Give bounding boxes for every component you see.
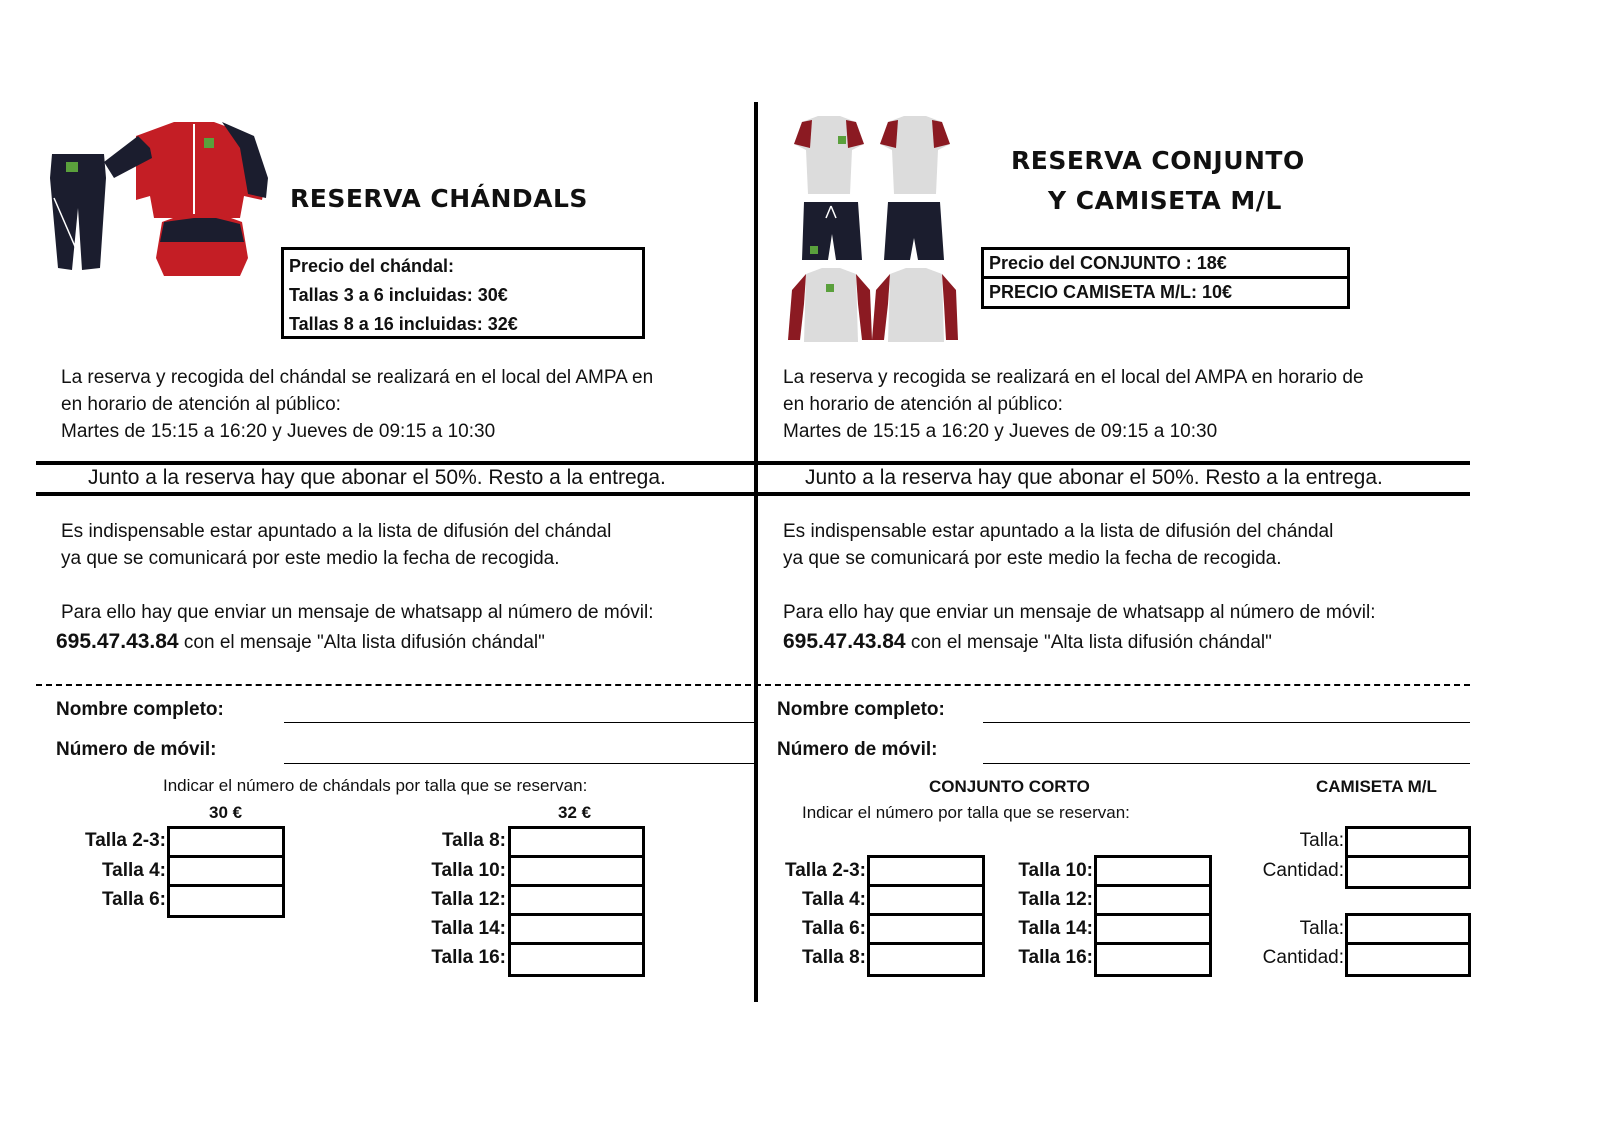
right-mobile-label: Número de móvil:	[777, 739, 938, 760]
quantity-box[interactable]	[508, 826, 645, 858]
right-mobile-field[interactable]	[983, 763, 1470, 764]
size-label: Talla 4:	[801, 889, 866, 910]
right-price-box-1	[981, 247, 1350, 279]
quantity-box[interactable]	[1094, 942, 1212, 977]
list-line: Es indispensable estar apuntado a la lista de difusión del chándal	[61, 521, 612, 542]
tracksuit-image	[44, 118, 274, 286]
message-text: con el mensaje "Alta lista difusión chándal"	[178, 632, 545, 653]
left-info	[61, 364, 653, 445]
quantity-box[interactable]	[867, 942, 985, 977]
left-list-info	[61, 518, 611, 572]
bottom-rule	[36, 492, 1470, 496]
quantity-box[interactable]	[508, 884, 645, 916]
quantity-box[interactable]	[167, 884, 285, 918]
left-instruction: Indicar el número de chándals por talla que se reservan:	[163, 776, 588, 795]
right-instruction: Indicar el número por talla que se reservan:	[802, 803, 1130, 822]
info-line: La reserva y recogida se realizará en el local del AMPA en horario de	[783, 367, 1364, 388]
size-label: Talla 12:	[431, 889, 506, 910]
price-col1-heading: 30 €	[209, 803, 243, 822]
cut-line	[36, 684, 1470, 686]
shirt-quantity-box[interactable]	[1345, 855, 1471, 889]
left-price-box	[281, 247, 645, 339]
shirt-size-box[interactable]	[1345, 826, 1471, 858]
list-line: ya que se comunicará por este medio la fecha de recogida.	[61, 548, 560, 569]
right-price-box-2	[981, 276, 1350, 309]
shirt-quantity-box[interactable]	[1345, 942, 1471, 977]
size-label: Talla 2-3:	[85, 830, 166, 851]
quantity-box[interactable]	[867, 855, 985, 887]
right-title-line1: RESERVA CONJUNTO	[1011, 146, 1305, 175]
right-info	[783, 364, 1364, 445]
phone-number: 695.47.43.84	[783, 630, 906, 653]
camiseta-heading: CAMISETA M/L	[1316, 777, 1437, 796]
sports-kit-image	[786, 114, 958, 346]
left-name-label: Nombre completo:	[56, 699, 224, 720]
quantity-box[interactable]	[167, 855, 285, 887]
size-label: Talla 6:	[801, 918, 866, 939]
right-phone-row	[783, 628, 1272, 656]
info-line: Martes de 15:15 a 16:20 y Jueves de 09:15 a 10:30	[783, 421, 1218, 442]
info-line: en horario de atención al público:	[783, 394, 1063, 415]
right-list-info	[783, 518, 1333, 572]
shirt-label: Talla:	[1299, 918, 1344, 939]
left-payment-note: Junto a la reserva hay que abonar el 50%. Resto a la entrega.	[88, 466, 666, 489]
info-line: en horario de atención al público:	[61, 394, 341, 415]
price-line: Tallas 3 a 6 incluidas: 30€	[289, 285, 508, 305]
quantity-box[interactable]	[508, 942, 645, 977]
right-payment-note: Junto a la reserva hay que abonar el 50%. Resto a la entrega.	[805, 466, 1383, 489]
message-text: con el mensaje "Alta lista difusión chándal"	[905, 632, 1272, 653]
quantity-box[interactable]	[167, 826, 285, 858]
shirt-label: Talla:	[1299, 830, 1344, 851]
left-title: RESERVA CHÁNDALS	[290, 184, 588, 213]
left-name-field[interactable]	[284, 722, 754, 723]
size-label: Talla 12:	[1018, 889, 1093, 910]
left-phone-row	[56, 628, 545, 656]
conjunto-heading: CONJUNTO CORTO	[929, 777, 1090, 796]
info-line: La reserva y recogida del chándal se realizará en el local del AMPA en	[61, 367, 654, 388]
size-label: Talla 10:	[1018, 860, 1093, 881]
price-line: PRECIO CAMISETA M/L: 10€	[989, 282, 1233, 302]
info-line: Martes de 15:15 a 16:20 y Jueves de 09:15 a 10:30	[61, 421, 496, 442]
top-rule	[36, 461, 1470, 465]
phone-number: 695.47.43.84	[56, 630, 179, 653]
right-whatsapp-line: Para ello hay que enviar un mensaje de whatsapp al número de móvil:	[783, 602, 1376, 623]
quantity-box[interactable]	[1094, 855, 1212, 887]
size-label: Talla 16:	[1018, 947, 1093, 968]
size-label: Talla 2-3:	[785, 860, 866, 881]
shirt-size-box[interactable]	[1345, 913, 1471, 945]
right-name-label: Nombre completo:	[777, 699, 945, 720]
price-line: Precio del chándal:	[289, 256, 455, 276]
left-mobile-label: Número de móvil:	[56, 739, 217, 760]
quantity-box[interactable]	[1094, 884, 1212, 916]
size-label: Talla 16:	[431, 947, 506, 968]
quantity-box[interactable]	[508, 913, 645, 945]
size-label: Talla 6:	[101, 889, 166, 910]
price-col2-heading: 32 €	[558, 803, 592, 822]
right-title-line2: Y CAMISETA M/L	[1048, 186, 1282, 215]
size-label: Talla 8:	[801, 947, 866, 968]
price-line: Precio del CONJUNTO : 18€	[989, 253, 1227, 273]
left-whatsapp-line: Para ello hay que enviar un mensaje de whatsapp al número de móvil:	[61, 602, 654, 623]
right-name-field[interactable]	[983, 722, 1470, 723]
list-line: Es indispensable estar apuntado a la lista de difusión del chándal	[783, 521, 1334, 542]
size-label: Talla 4:	[101, 860, 166, 881]
price-line: Tallas 8 a 16 incluidas: 32€	[289, 314, 518, 334]
size-label: Talla 14:	[431, 918, 506, 939]
quantity-box[interactable]	[867, 884, 985, 916]
left-mobile-field[interactable]	[284, 763, 754, 764]
quantity-box[interactable]	[508, 855, 645, 887]
shirt-label: Cantidad:	[1262, 860, 1344, 881]
quantity-box[interactable]	[867, 913, 985, 945]
size-label: Talla 8:	[441, 830, 506, 851]
size-label: Talla 14:	[1018, 918, 1093, 939]
quantity-box[interactable]	[1094, 913, 1212, 945]
size-label: Talla 10:	[431, 860, 506, 881]
shirt-label: Cantidad:	[1262, 947, 1344, 968]
list-line: ya que se comunicará por este medio la fecha de recogida.	[783, 548, 1282, 569]
